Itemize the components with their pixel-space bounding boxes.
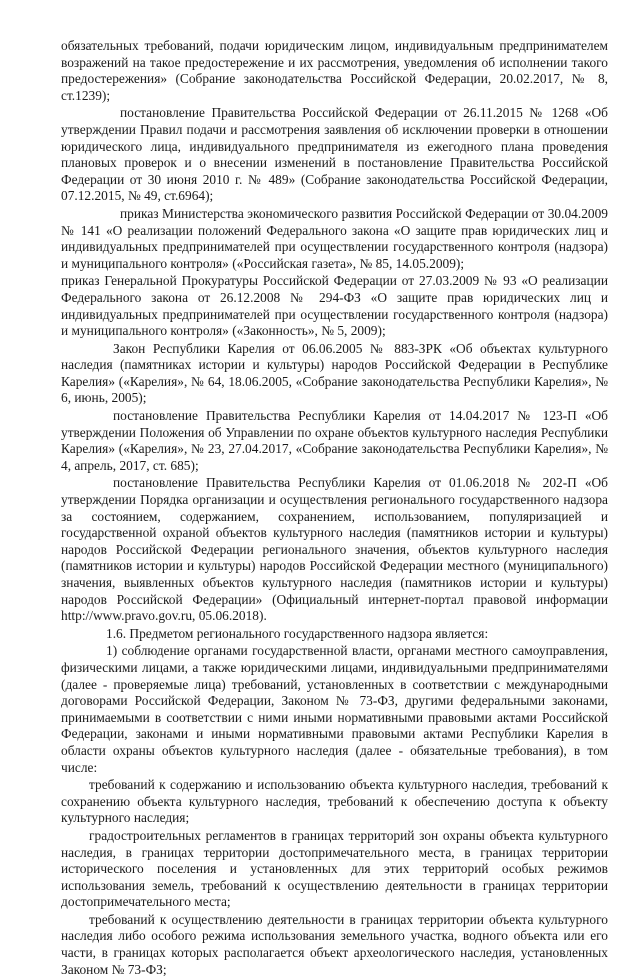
paragraph: приказ Министерства экономического развития Российской Федерации от 30.04.2009 № 141 «О реализации положений Федерального закона «О защите прав юридических лиц и индивидуальных предпринимателей при осуществлении государственного контроля (надзора) и муниципального контроля» («Российская газета», № 85, 14.05.2009); bbox=[61, 205, 608, 271]
list-item: требований к осуществлению деятельности в границах территории объекта культурного наследия либо особого режима использования земельного участка, водного объекта или его части, в границах которых располагается объект археологического наследия, установленных Законом № 73-ФЗ; bbox=[61, 911, 608, 977]
paragraph: Закон Республики Карелия от 06.06.2005 № 883-ЗРК «Об объектах культурного наследия (памятниках истории и культуры) народов Российской Федерации в Республике Карелия» («Карелия», № 64, 18.06.2005, «Собрание законодательства Республики Карелия», № 6, июнь, 2005); bbox=[61, 340, 608, 406]
paragraph: приказ Генеральной Прокуратуры Российской Федерации от 27.03.2009 № 93 «О реализации Федерального закона от 26.12.2008 № 294-ФЗ «О защите прав юридических лиц и индивидуальных предпринимателей при осуществлении государственного контроля (надзора) и муниципального контроля» («Законность», № 5, 2009); bbox=[61, 273, 608, 339]
paragraph: постановление Правительства Республики Карелия от 14.04.2017 № 123-П «Об утверждении Положения об Управлении по охране объектов культурного наследия Республики Карелия» («Карелия», № 23, 27.04.2017, «Собрание законодательства Республики Карелия», № 4, апрель, 2017, ст. 685); bbox=[61, 408, 608, 473]
paragraph: обязательных требований, подачи юридическим лицом, индивидуальным предпринимателем возражений на такое предостережение и их рассмотрения, уведомления об исполнении такого предостережения» (Собрание законодательства Российской Федерации, 20.02.2017, № 8, ст.1239); bbox=[61, 38, 608, 103]
paragraph: постановление Правительства Республики Карелия от 01.06.2018 № 202-П «Об утверждении Порядка организации и осуществления регионального государственного надзора за состоянием, содержанием, сохранением, использованием, популяризацией и государственной охраной объектов культурного наследия (памятников истории и культуры) народов Российской Федерации регионального значения, объектов культурного наследия (памятников истории и культуры) народов Российской Федерации местного (муниципального) значения, выявленных объектов культурного наследия (памятников истории и культуры) народов Российской Федерации» (Официальный интернет-портал правовой информации http://www.pravo.gov.ru, 05.06.2018). bbox=[61, 475, 608, 624]
paragraph: 1) соблюдение органами государственной власти, органами местного самоуправления, физическими лицами, а также юридическими лицами, индивидуальными предпринимателями (далее - проверяемые лица) требований, установленных в соответствии с международными договорами Российской Федерации, Законом № 73-ФЗ, другими федеральными законами, принимаемыми в соответствии с ними иными нормативными правовыми актами Российской Федерации, законами и иными нормативными правовыми актами Республики Карелия в области охраны объектов культурного наследия (далее - обязательные требования), в том числе: bbox=[61, 643, 608, 775]
list-item: градостроительных регламентов в границах территорий зон охраны объекта культурного наследия, в границах территории достопримечательного места, в границах территории исторического поселения и установленных для этих территорий особых режимов использования земель, требований к осуществлению деятельности в границах территории достопримечательного места; bbox=[61, 827, 608, 910]
section-heading: 1.6. Предметом регионального государственного надзора является: bbox=[106, 625, 489, 641]
paragraph: постановление Правительства Российской Федерации от 26.11.2015 № 1268 «Об утверждении Правил подачи и рассмотрения заявления об исключении проверки в отношении юридического лица, индивидуального предпринимателя из ежегодного плана проведения плановых проверок и о внесении изменений в постановление Правительства Российской Федерации от 30 июня 2010 г. № 489» (Собрание законодательства Российской Федерации, 07.12.2015, № 49, ст.6964); bbox=[61, 105, 608, 204]
document-body bbox=[61, 38, 608, 979]
list-item: требований к содержанию и использованию объекта культурного наследия, требований к сохранению объекта культурного наследия, требований к обеспечению доступа к объекту культурного наследия; bbox=[61, 777, 608, 826]
